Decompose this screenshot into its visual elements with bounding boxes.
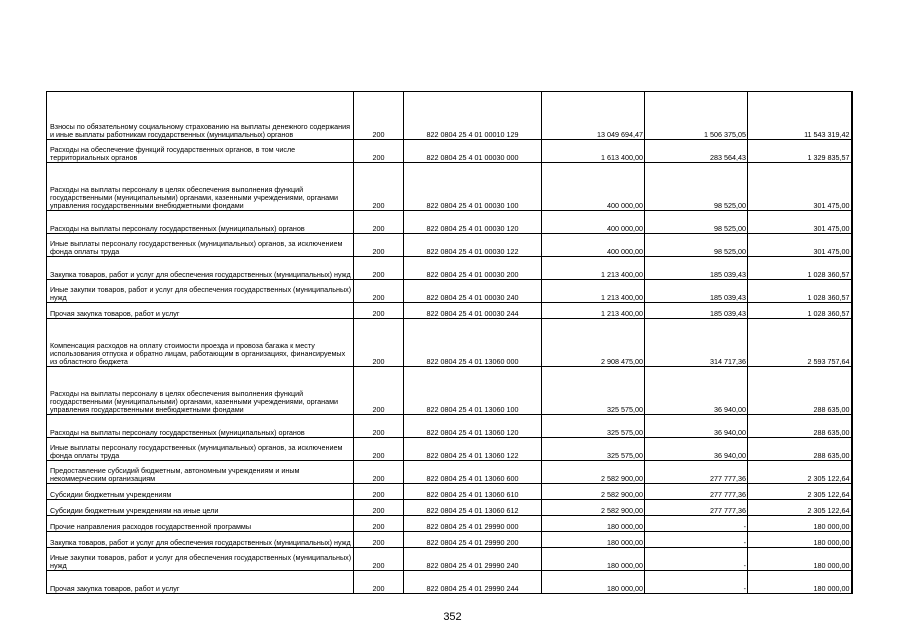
row-remaining-amount: 2 305 122,64 bbox=[748, 484, 852, 500]
row-remaining-amount: 288 635,00 bbox=[748, 367, 852, 415]
row-executed-amount: - bbox=[645, 516, 748, 532]
row-approved-amount: 2 582 900,00 bbox=[542, 484, 645, 500]
row-executed-amount: 98 525,00 bbox=[645, 234, 748, 257]
row-executed-amount: 36 940,00 bbox=[645, 415, 748, 438]
row-remaining-amount: 1 028 360,57 bbox=[748, 257, 852, 280]
row-executed-amount: 98 525,00 bbox=[645, 211, 748, 234]
row-description: Расходы на обеспечение функций государственных органов, в том числе территориальных органов bbox=[47, 140, 354, 163]
row-approved-amount: 2 908 475,00 bbox=[542, 319, 645, 367]
row-approved-amount: 13 049 694,47 bbox=[542, 92, 645, 140]
row-budget-code: 822 0804 25 4 01 00010 129 bbox=[404, 92, 542, 140]
table-row bbox=[47, 92, 852, 140]
row-budget-code: 822 0804 25 4 01 29990 240 bbox=[404, 548, 542, 571]
row-approved-amount: 325 575,00 bbox=[542, 415, 645, 438]
row-approved-amount: 180 000,00 bbox=[542, 516, 645, 532]
row-description: Закупка товаров, работ и услуг для обеспечения государственных (муниципальных) нужд bbox=[47, 532, 354, 548]
row-status-code: 200 bbox=[354, 461, 404, 484]
row-status-code: 200 bbox=[354, 415, 404, 438]
row-budget-code: 822 0804 25 4 01 13060 000 bbox=[404, 319, 542, 367]
row-description: Компенсация расходов на оплату стоимости проезда и провоза багажа к месту использования отпуска и обратно лицам, работающим в организациях, финансируемых из областного бюджета bbox=[47, 319, 354, 367]
row-approved-amount: 400 000,00 bbox=[542, 234, 645, 257]
table-row bbox=[47, 532, 852, 548]
row-approved-amount: 400 000,00 bbox=[542, 211, 645, 234]
row-description: Прочие направления расходов государственной программы bbox=[47, 516, 354, 532]
table-row bbox=[47, 163, 852, 211]
row-description: Прочая закупка товаров, работ и услуг bbox=[47, 571, 354, 594]
table-row bbox=[47, 516, 852, 532]
row-status-code: 200 bbox=[354, 367, 404, 415]
row-budget-code: 822 0804 25 4 01 29990 200 bbox=[404, 532, 542, 548]
row-executed-amount: - bbox=[645, 548, 748, 571]
row-budget-code: 822 0804 25 4 01 00030 240 bbox=[404, 280, 542, 303]
table-row bbox=[47, 438, 852, 461]
table-row bbox=[47, 280, 852, 303]
row-budget-code: 822 0804 25 4 01 29990 244 bbox=[404, 571, 542, 594]
table-row bbox=[47, 303, 852, 319]
row-status-code: 200 bbox=[354, 92, 404, 140]
table-row bbox=[47, 140, 852, 163]
row-executed-amount: 185 039,43 bbox=[645, 257, 748, 280]
row-description: Субсидии бюджетным учреждениям bbox=[47, 484, 354, 500]
row-description: Предоставление субсидий бюджетным, автономным учреждениям и иным некоммерческим организациям bbox=[47, 461, 354, 484]
row-description: Расходы на выплаты персоналу государственных (муниципальных) органов bbox=[47, 415, 354, 438]
row-remaining-amount: 2 305 122,64 bbox=[748, 500, 852, 516]
row-description: Иные выплаты персоналу государственных (муниципальных) органов, за исключением фонда оплаты труда bbox=[47, 234, 354, 257]
row-status-code: 200 bbox=[354, 548, 404, 571]
table-row bbox=[47, 234, 852, 257]
table-row bbox=[47, 319, 852, 367]
row-status-code: 200 bbox=[354, 140, 404, 163]
row-approved-amount: 1 213 400,00 bbox=[542, 303, 645, 319]
table-row bbox=[47, 211, 852, 234]
row-budget-code: 822 0804 25 4 01 13060 610 bbox=[404, 484, 542, 500]
row-approved-amount: 1 613 400,00 bbox=[542, 140, 645, 163]
row-executed-amount: - bbox=[645, 532, 748, 548]
row-executed-amount: 283 564,43 bbox=[645, 140, 748, 163]
row-status-code: 200 bbox=[354, 571, 404, 594]
row-status-code: 200 bbox=[354, 163, 404, 211]
row-remaining-amount: 180 000,00 bbox=[748, 571, 852, 594]
row-executed-amount: 1 506 375,05 bbox=[645, 92, 748, 140]
row-remaining-amount: 180 000,00 bbox=[748, 516, 852, 532]
row-status-code: 200 bbox=[354, 257, 404, 280]
row-remaining-amount: 301 475,00 bbox=[748, 163, 852, 211]
row-executed-amount: 185 039,43 bbox=[645, 303, 748, 319]
row-description: Закупка товаров, работ и услуг для обеспечения государственных (муниципальных) нужд bbox=[47, 257, 354, 280]
table-row bbox=[47, 461, 852, 484]
row-approved-amount: 180 000,00 bbox=[542, 532, 645, 548]
row-status-code: 200 bbox=[354, 516, 404, 532]
row-status-code: 200 bbox=[354, 500, 404, 516]
table-row bbox=[47, 415, 852, 438]
row-remaining-amount: 180 000,00 bbox=[748, 548, 852, 571]
row-executed-amount: 277 777,36 bbox=[645, 484, 748, 500]
table-row bbox=[47, 548, 852, 571]
row-status-code: 200 bbox=[354, 303, 404, 319]
row-remaining-amount: 288 635,00 bbox=[748, 415, 852, 438]
row-status-code: 200 bbox=[354, 234, 404, 257]
row-budget-code: 822 0804 25 4 01 00030 200 bbox=[404, 257, 542, 280]
row-budget-code: 822 0804 25 4 01 13060 600 bbox=[404, 461, 542, 484]
row-executed-amount: 277 777,36 bbox=[645, 461, 748, 484]
table-row bbox=[47, 571, 852, 594]
page-number: 352 bbox=[443, 611, 462, 623]
row-approved-amount: 180 000,00 bbox=[542, 548, 645, 571]
row-description: Расходы на выплаты персоналу в целях обеспечения выполнения функций государственными (муниципальными) органами, казенными учреждениями, органами управления государственными внебюджетными фондами bbox=[47, 163, 354, 211]
row-approved-amount: 400 000,00 bbox=[542, 163, 645, 211]
row-budget-code: 822 0804 25 4 01 00030 244 bbox=[404, 303, 542, 319]
row-description: Иные закупки товаров, работ и услуг для обеспечения государственных (муниципальных) нужд bbox=[47, 548, 354, 571]
row-budget-code: 822 0804 25 4 01 13060 612 bbox=[404, 500, 542, 516]
row-remaining-amount: 1 028 360,57 bbox=[748, 280, 852, 303]
row-executed-amount: 36 940,00 bbox=[645, 438, 748, 461]
row-executed-amount: 36 940,00 bbox=[645, 367, 748, 415]
row-budget-code: 822 0804 25 4 01 00030 122 bbox=[404, 234, 542, 257]
row-budget-code: 822 0804 25 4 01 00030 000 bbox=[404, 140, 542, 163]
row-description: Иные закупки товаров, работ и услуг для обеспечения государственных (муниципальных) нужд bbox=[47, 280, 354, 303]
row-remaining-amount: 301 475,00 bbox=[748, 211, 852, 234]
row-status-code: 200 bbox=[354, 280, 404, 303]
budget-table-body bbox=[47, 92, 852, 594]
row-remaining-amount: 1 028 360,57 bbox=[748, 303, 852, 319]
row-description: Иные выплаты персоналу государственных (муниципальных) органов, за исключением фонда оплаты труда bbox=[47, 438, 354, 461]
row-description: Субсидии бюджетным учреждениям на иные цели bbox=[47, 500, 354, 516]
table-row bbox=[47, 500, 852, 516]
row-remaining-amount: 2 305 122,64 bbox=[748, 461, 852, 484]
row-status-code: 200 bbox=[354, 438, 404, 461]
row-budget-code: 822 0804 25 4 01 13060 120 bbox=[404, 415, 542, 438]
row-approved-amount: 325 575,00 bbox=[542, 367, 645, 415]
table-row bbox=[47, 484, 852, 500]
row-executed-amount: 277 777,36 bbox=[645, 500, 748, 516]
row-budget-code: 822 0804 25 4 01 13060 100 bbox=[404, 367, 542, 415]
row-description: Расходы на выплаты персоналу в целях обеспечения выполнения функций государственными (муниципальными) органами, казенными учреждениями, органами управления государственными внебюджетными фондами bbox=[47, 367, 354, 415]
row-status-code: 200 bbox=[354, 532, 404, 548]
row-status-code: 200 bbox=[354, 484, 404, 500]
row-status-code: 200 bbox=[354, 211, 404, 234]
row-budget-code: 822 0804 25 4 01 13060 122 bbox=[404, 438, 542, 461]
table-row bbox=[47, 257, 852, 280]
row-description: Взносы по обязательному социальному страхованию на выплаты денежного содержания и иные выплаты работникам государственных (муниципальных) органов bbox=[47, 92, 354, 140]
row-remaining-amount: 301 475,00 bbox=[748, 234, 852, 257]
row-executed-amount: - bbox=[645, 571, 748, 594]
row-executed-amount: 98 525,00 bbox=[645, 163, 748, 211]
row-approved-amount: 1 213 400,00 bbox=[542, 280, 645, 303]
row-approved-amount: 2 582 900,00 bbox=[542, 500, 645, 516]
budget-table bbox=[46, 91, 853, 594]
row-remaining-amount: 2 593 757,64 bbox=[748, 319, 852, 367]
row-remaining-amount: 180 000,00 bbox=[748, 532, 852, 548]
row-approved-amount: 180 000,00 bbox=[542, 571, 645, 594]
row-approved-amount: 325 575,00 bbox=[542, 438, 645, 461]
row-remaining-amount: 1 329 835,57 bbox=[748, 140, 852, 163]
row-executed-amount: 185 039,43 bbox=[645, 280, 748, 303]
row-description: Расходы на выплаты персоналу государственных (муниципальных) органов bbox=[47, 211, 354, 234]
row-executed-amount: 314 717,36 bbox=[645, 319, 748, 367]
table-row bbox=[47, 367, 852, 415]
row-description: Прочая закупка товаров, работ и услуг bbox=[47, 303, 354, 319]
row-budget-code: 822 0804 25 4 01 29990 000 bbox=[404, 516, 542, 532]
row-remaining-amount: 11 543 319,42 bbox=[748, 92, 852, 140]
row-remaining-amount: 288 635,00 bbox=[748, 438, 852, 461]
row-approved-amount: 2 582 900,00 bbox=[542, 461, 645, 484]
row-budget-code: 822 0804 25 4 01 00030 120 bbox=[404, 211, 542, 234]
row-approved-amount: 1 213 400,00 bbox=[542, 257, 645, 280]
row-budget-code: 822 0804 25 4 01 00030 100 bbox=[404, 163, 542, 211]
row-status-code: 200 bbox=[354, 319, 404, 367]
